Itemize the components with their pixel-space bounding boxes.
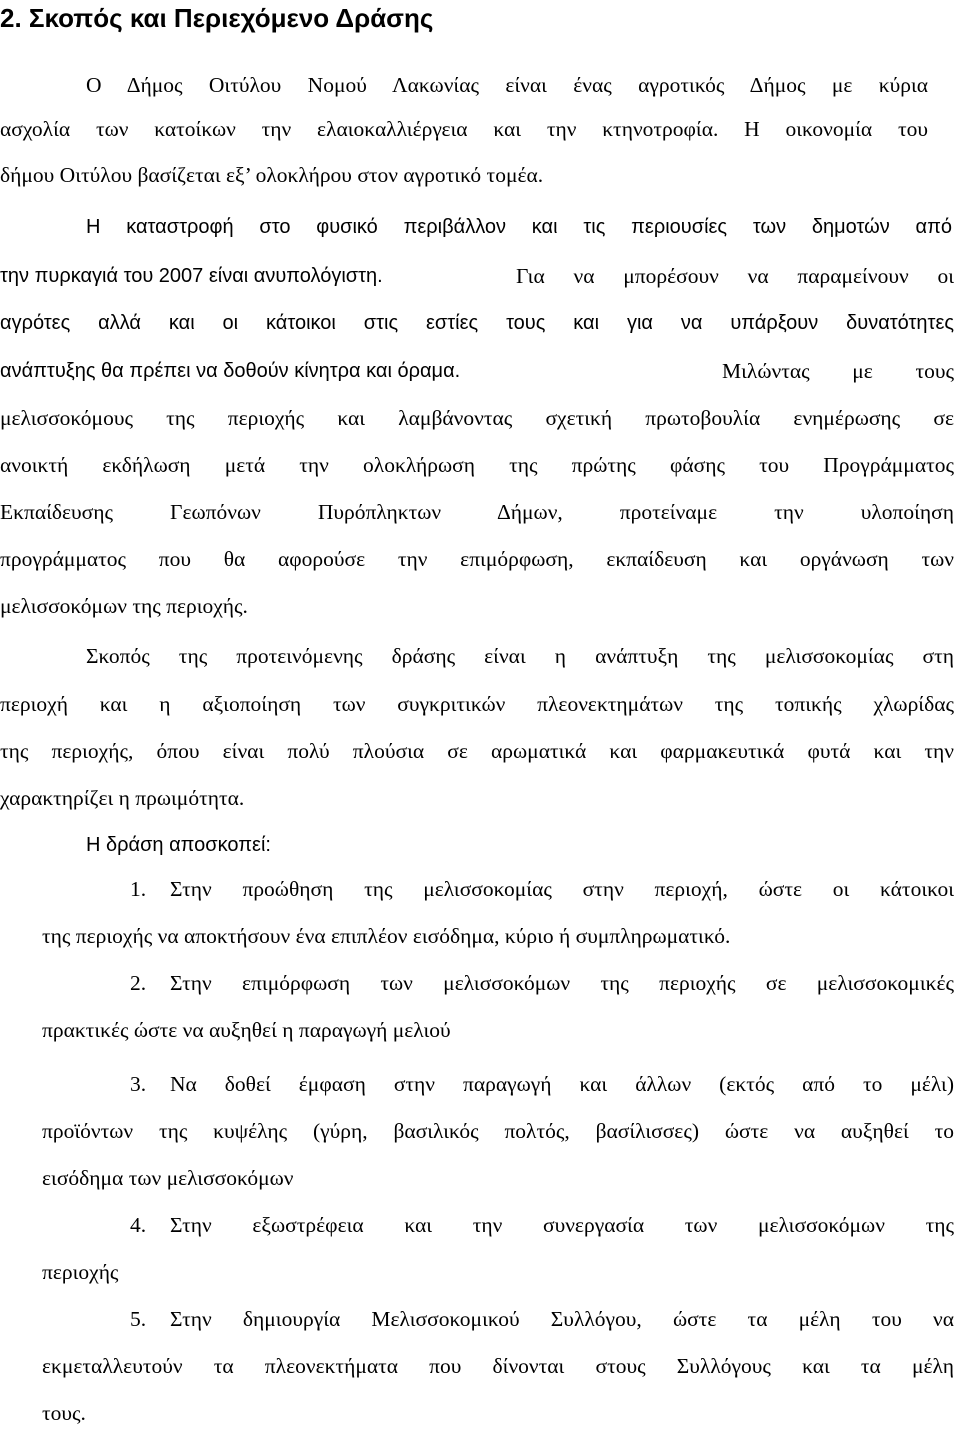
aim-3-line-2: προϊόντων της κυψέλης (γύρη, βασιλικός πολτός, βασίλισσες) ώστε να αυξηθεί το: [42, 1119, 954, 1143]
aim-3-number: 3.: [130, 1072, 147, 1096]
aim-3-line-3: εισόδημα των μελισσοκόμων: [42, 1166, 294, 1190]
aim-2-line-2: πρακτικές ώστε να αυξηθεί η παραγωγή μελιού: [42, 1018, 451, 1042]
aim-3-line-1: Να δοθεί έμφαση στην παραγωγή και άλλων (εκτός από το μέλι): [170, 1072, 954, 1096]
aim-1-line-2: της περιοχής να αποκτήσουν ένα επιπλέον εισόδημα, κύριο ή συμπληρωματικό.: [42, 924, 731, 948]
paragraph-2-line-8: προγράμματος που θα αφορούσε την επιμόρφωση, εκπαίδευση και οργάνωση των: [0, 547, 954, 571]
aim-4-line-2: περιοχής: [42, 1260, 119, 1284]
aim-2-number: 2.: [130, 971, 147, 995]
paragraph-2-line-4b: Μιλώντας με τους: [722, 359, 954, 383]
aim-4-line-1: Στην εξωστρέφεια και την συνεργασία των μελισσοκόμων της: [170, 1213, 954, 1237]
aim-5-line-1: Στην δημιουργία Μελισσοκομικού Συλλόγου, ώστε τα μέλη του να: [170, 1307, 954, 1331]
aim-1-line-1: Στην προώθηση της μελισσοκομίας στην περιοχή, ώστε οι κάτοικοι: [170, 877, 954, 901]
paragraph-2-line-5: μελισσοκόμους της περιοχής και λαμβάνοντας σχετική πρωτοβουλία ενημέρωσης σε: [0, 406, 954, 430]
aim-2-line-1: Στην επιμόρφωση των μελισσοκόμων της περιοχής σε μελισσοκομικές: [170, 971, 954, 995]
paragraph-2-line-2b: Για να μπορέσουν να παραμείνουν οι: [516, 264, 954, 288]
paragraph-2-line-7: Εκπαίδευσης Γεωπόνων Πυρόπληκτων Δήμων, προτείναμε την υλοποίηση: [0, 500, 954, 524]
aim-5-line-2: εκμεταλλευτούν τα πλεονεκτήματα που δίνονται στους Συλλόγους και τα μέλη: [42, 1354, 954, 1378]
paragraph-2-line-1: Η καταστροφή στο φυσικό περιβάλλον και τις περιουσίες των δημοτών από: [86, 216, 952, 238]
paragraph-3-line-2: περιοχή και η αξιοποίηση των συγκριτικών πλεονεκτημάτων της τοπικής χλωρίδας: [0, 692, 954, 716]
section-heading: 2. Σκοπός και Περιεχόμενο Δράσης: [0, 3, 434, 33]
paragraph-1-line-1: Ο Δήμος Οιτύλου Νομού Λακωνίας είναι ένας αγροτικός Δήμος με κύρια: [86, 73, 928, 97]
paragraph-2-line-4a: ανάπτυξης θα πρέπει να δοθούν κίνητρα και όραμα.: [0, 360, 461, 382]
paragraph-1-line-2: ασχολία των κατοίκων την ελαιοκαλλιέργεια και την κτηνοτροφία. Η οικονομία του: [0, 117, 928, 141]
paragraph-3-line-1: Σκοπός της προτεινόμενης δράσης είναι η ανάπτυξη της μελισσοκομίας στη: [86, 644, 954, 668]
paragraph-2-line-6: ανοικτή εκδήλωση μετά την ολοκλήρωση της πρώτης φάσης του Προγράμματος: [0, 453, 954, 477]
paragraph-2-line-3: αγρότες αλλά και οι κάτοικοι στις εστίες τους και για να υπάρξουν δυνατότητες: [0, 312, 954, 334]
paragraph-2-line-9: μελισσοκόμων της περιοχής.: [0, 594, 248, 618]
paragraph-3-line-3: της περιοχής, όπου είναι πολύ πλούσια σε αρωματικά και φαρμακευτικά φυτά και την: [0, 739, 954, 763]
paragraph-2-line-2a: την πυρκαγιά του 2007 είναι ανυπολόγιστη.: [0, 265, 383, 287]
aim-5-number: 5.: [130, 1307, 147, 1331]
aim-5-line-3: τους.: [42, 1401, 86, 1425]
paragraph-1-line-3: δήμου Οιτύλου βασίζεται εξ’ ολοκλήρου στον αγροτικό τομέα.: [0, 163, 544, 187]
paragraph-3-line-4: χαρακτηρίζει η πρωιμότητα.: [0, 786, 245, 810]
aim-1-number: 1.: [130, 877, 147, 901]
aims-intro: Η δράση αποσκοπεί:: [86, 834, 271, 856]
aim-4-number: 4.: [130, 1213, 147, 1237]
